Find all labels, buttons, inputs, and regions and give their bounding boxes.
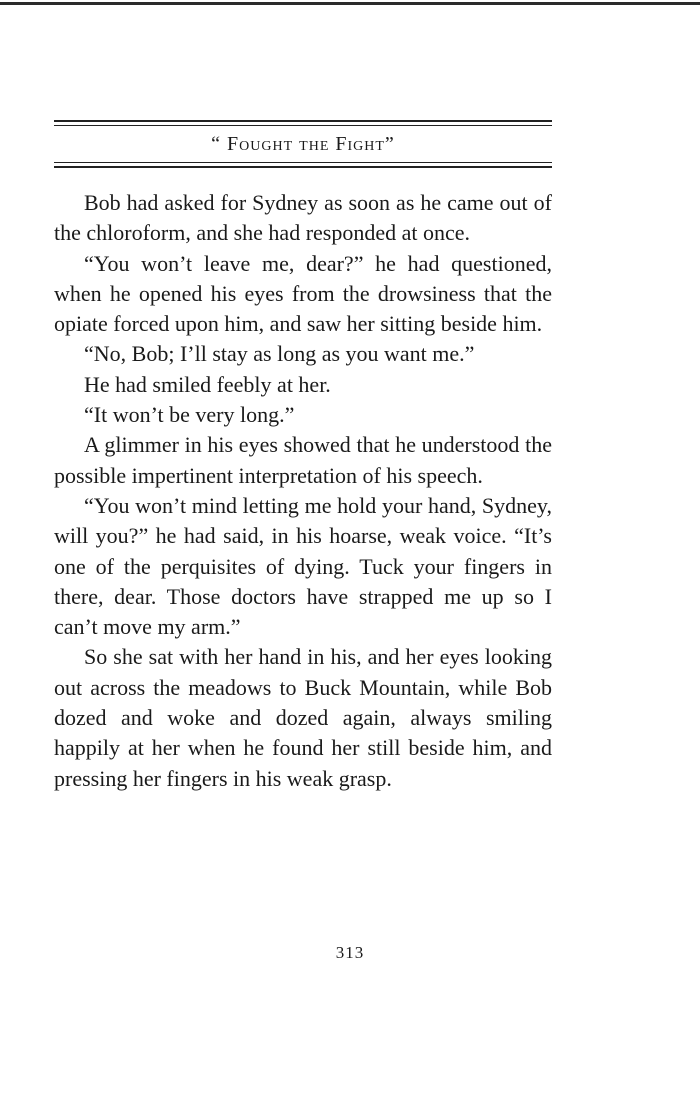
- paragraph: Bob had asked for Sydney as soon as he came out of the chloroform, and she had responded at once.: [54, 190, 552, 246]
- page-top-edge: [0, 2, 700, 5]
- body-text: [54, 188, 552, 794]
- paragraph: A glimmer in his eyes showed that he understood the possible impertinent interpretation of his speech.: [54, 432, 552, 488]
- paragraph: “It won’t be very long.”: [84, 402, 295, 428]
- paragraph: “No, Bob; I’ll stay as long as you want me.”: [84, 341, 475, 367]
- paragraph: So she sat with her hand in his, and her eyes looking out across the meadows to Buck Mountain, while Bob dozed and woke and dozed again, always smiling happily at her when he found her still beside him, and pressing her fingers in his weak grasp.: [54, 644, 552, 791]
- paragraph: “You won’t leave me, dear?” he had questioned, when he opened his eyes from the drowsiness that the opiate forced upon him, and saw her sitting beside him.: [54, 250, 552, 337]
- header-rule-bottom-thin: [54, 162, 552, 163]
- running-head-text: “ Fought the Fight”: [211, 133, 395, 155]
- paragraph: He had smiled feebly at her.: [84, 371, 331, 397]
- header-rule-top-thick: [54, 120, 552, 122]
- running-head: [54, 126, 552, 162]
- header-rule-bottom-thick: [54, 166, 552, 168]
- paragraph: “You won’t mind letting me hold your hand, Sydney, will you?” he had said, in his hoarse, weak voice. “It’s one of the perquisites of dying. Tuck your fingers in there, dear. Those doctors have strapped me up so I can’t move my arm.”: [54, 492, 552, 640]
- page-number: 313: [335, 943, 365, 962]
- header-block: [54, 120, 552, 168]
